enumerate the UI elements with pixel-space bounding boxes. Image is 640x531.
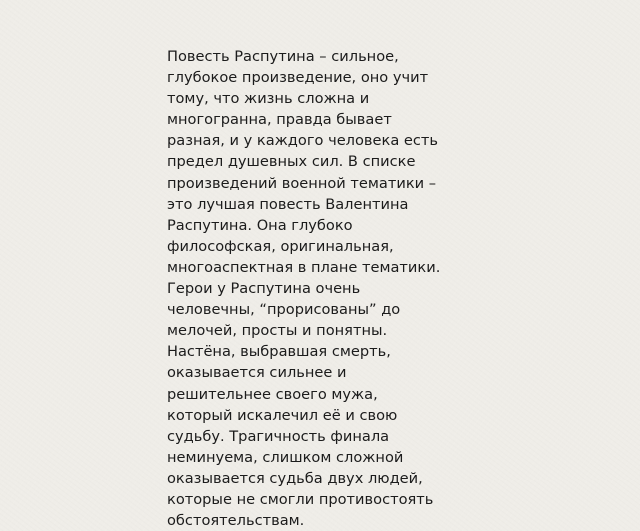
text-line: оказывается сильнее и	[167, 364, 347, 382]
text-line: обстоятельствам.	[167, 512, 305, 530]
text-line: человечны, “прорисованы” до	[167, 301, 401, 319]
text-line: Герои у Распутина очень	[167, 280, 361, 298]
text-line: это лучшая повесть Валентина	[167, 195, 409, 213]
text-line: предел душевных сил. В списке	[167, 153, 416, 171]
text-line: философская, оригинальная,	[167, 237, 394, 255]
text-line: произведений военной тематики –	[167, 174, 437, 192]
slide-text-block	[167, 46, 467, 531]
text-line: решительнее своего мужа,	[167, 385, 378, 403]
text-line: Распутина. Она глубоко	[167, 216, 353, 234]
text-line: многогранна, правда бывает	[167, 111, 392, 129]
text-line: тому, что жизнь сложна и	[167, 90, 370, 108]
text-line: неминуема, слишком сложной	[167, 448, 404, 466]
text-line: мелочей, просты и понятны.	[167, 322, 388, 340]
text-line: судьбу. Трагичность финала	[167, 427, 390, 445]
text-line: который искалечил её и свою	[167, 406, 398, 424]
text-line: разная, и у каждого человека есть	[167, 132, 439, 150]
text-line: Настёна, выбравшая смерть,	[167, 343, 391, 361]
text-line: Повесть Распутина – сильное,	[167, 48, 399, 65]
text-line: которые не смогли противостоять	[167, 490, 434, 508]
text-line: многоаспектная в плане тематики.	[167, 258, 441, 276]
text-line: глубокое произведение, оно учит	[167, 69, 429, 87]
text-line: оказывается судьба двух людей,	[167, 469, 423, 487]
